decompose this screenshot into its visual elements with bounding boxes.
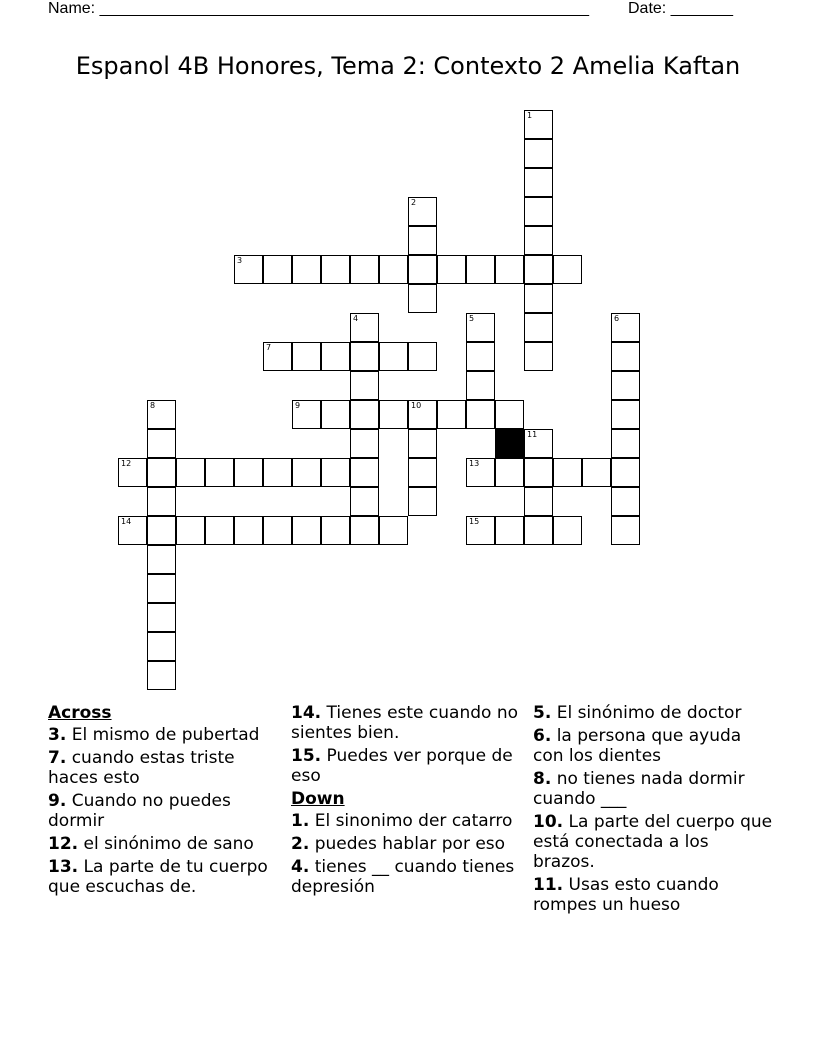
grid-cell[interactable] (147, 429, 176, 458)
grid-cell[interactable] (350, 458, 379, 487)
grid-cell[interactable] (350, 516, 379, 545)
grid-cell[interactable] (611, 487, 640, 516)
clue-text: puedes hablar por eso (309, 834, 506, 854)
clue-number-label: 9. (48, 791, 67, 811)
clue-number: 13 (469, 459, 480, 468)
across-clue (48, 791, 284, 831)
grid-cell[interactable] (292, 458, 321, 487)
clue-number: 15 (469, 517, 480, 526)
across-clue (291, 703, 527, 743)
grid-cell[interactable] (292, 255, 321, 284)
clue-number: 14 (121, 517, 132, 526)
page-title: Espanol 4B Honores, Tema 2: Contexto 2 Amelia Kaftan (75, 52, 741, 80)
clue-number-label: 12. (48, 834, 79, 854)
grid-cell[interactable] (553, 516, 582, 545)
grid-cell[interactable] (524, 226, 553, 255)
clue-number-label: 15. (291, 746, 322, 766)
clue-text: El sinónimo de doctor (551, 703, 742, 723)
clue-column-3 (533, 703, 773, 918)
grid-cell[interactable] (611, 371, 640, 400)
grid-cell[interactable] (147, 661, 176, 690)
clue-number-label: 6. (533, 726, 552, 746)
grid-cell[interactable] (611, 516, 640, 545)
clue-number-label: 2. (291, 834, 310, 854)
grid-cell[interactable] (524, 516, 553, 545)
grid-cell[interactable] (495, 458, 524, 487)
grid-cell[interactable] (147, 487, 176, 516)
grid-cell[interactable] (466, 342, 495, 371)
clue-text: no tienes nada dormir cuando ___ (533, 769, 745, 809)
grid-cell[interactable] (524, 487, 553, 516)
clue-number-label: 10. (533, 812, 564, 832)
clue-number: 2 (411, 198, 417, 207)
date-field[interactable]: _______ (670, 0, 733, 17)
grid-cell[interactable] (408, 429, 437, 458)
grid-cell[interactable] (350, 342, 379, 371)
down-clue (291, 811, 527, 831)
grid-cell[interactable] (379, 255, 408, 284)
grid-cell[interactable] (118, 516, 147, 545)
clue-number: 8 (150, 401, 156, 410)
grid-cell[interactable] (466, 371, 495, 400)
grid-cell[interactable] (321, 400, 350, 429)
clue-text: La parte de tu cuerpo que escuchas de. (48, 857, 268, 897)
grid-cell[interactable] (437, 255, 466, 284)
clue-number: 3 (237, 256, 243, 265)
down-clue (533, 769, 773, 809)
across-clue (291, 746, 527, 786)
clue-text: la persona que ayuda con los dientes (533, 726, 742, 766)
grid-cell[interactable] (466, 458, 495, 487)
clue-text: tienes __ cuando tienes depresión (291, 857, 515, 897)
across-clue-list (48, 725, 284, 897)
clue-number-label: 3. (48, 725, 67, 745)
grid-cell[interactable] (205, 458, 234, 487)
grid-cell[interactable] (118, 458, 147, 487)
clue-text: el sinónimo de sano (78, 834, 254, 854)
grid-cell[interactable] (321, 458, 350, 487)
grid-cell[interactable] (582, 458, 611, 487)
grid-cell[interactable] (611, 458, 640, 487)
grid-cell[interactable] (147, 400, 176, 429)
across-clue-list-continued (291, 703, 527, 786)
grid-cell[interactable] (611, 400, 640, 429)
clue-text: Puedes ver porque de eso (291, 746, 513, 786)
clue-number: 7 (266, 343, 272, 352)
down-clue (291, 834, 527, 854)
grid-cell[interactable] (524, 255, 553, 284)
clue-text: La parte del cuerpo que está conectada a los brazos. (533, 812, 773, 872)
grid-cell[interactable] (408, 284, 437, 313)
down-clue-list-continued (533, 703, 773, 915)
clue-number-label: 4. (291, 857, 310, 877)
clue-number-label: 5. (533, 703, 552, 723)
grid-cell[interactable] (466, 255, 495, 284)
grid-cell[interactable] (524, 313, 553, 342)
grid-black-cell (495, 429, 524, 458)
name-field[interactable]: _______________________________________________________ (99, 0, 589, 17)
grid-cell[interactable] (292, 400, 321, 429)
grid-cell[interactable] (379, 342, 408, 371)
grid-cell[interactable] (466, 400, 495, 429)
grid-cell[interactable] (495, 255, 524, 284)
grid-cell[interactable] (350, 255, 379, 284)
clue-number-label: 1. (291, 811, 310, 831)
grid-cell[interactable] (263, 342, 292, 371)
date-label: Date: (628, 0, 667, 17)
grid-cell[interactable] (350, 429, 379, 458)
grid-cell[interactable] (524, 168, 553, 197)
down-clue (533, 875, 773, 915)
grid-cell[interactable] (263, 255, 292, 284)
grid-cell[interactable] (350, 313, 379, 342)
grid-cell[interactable] (408, 197, 437, 226)
grid-cell[interactable] (408, 255, 437, 284)
clue-number: 1 (527, 111, 533, 120)
clue-text: Tienes este cuando no sientes bien. (291, 703, 518, 743)
clue-number-label: 11. (533, 875, 564, 895)
grid-cell[interactable] (408, 400, 437, 429)
grid-cell[interactable] (147, 458, 176, 487)
grid-cell[interactable] (524, 284, 553, 313)
grid-cell[interactable] (611, 313, 640, 342)
name-label: Name: (48, 0, 96, 17)
clue-text: El mismo de pubertad (66, 725, 260, 745)
grid-cell[interactable] (408, 226, 437, 255)
grid-cell[interactable] (350, 400, 379, 429)
grid-cell[interactable] (553, 255, 582, 284)
grid-cell[interactable] (495, 516, 524, 545)
grid-cell[interactable] (379, 400, 408, 429)
grid-cell[interactable] (147, 516, 176, 545)
clue-number: 11 (527, 430, 538, 439)
grid-cell[interactable] (466, 516, 495, 545)
grid-cell[interactable] (350, 487, 379, 516)
clue-number: 5 (469, 314, 475, 323)
grid-cell[interactable] (379, 516, 408, 545)
clue-text: El sinonimo der catarro (309, 811, 513, 831)
grid-cell[interactable] (234, 516, 263, 545)
grid-cell[interactable] (495, 400, 524, 429)
grid-cell[interactable] (524, 458, 553, 487)
clue-text: cuando estas triste haces esto (48, 748, 235, 788)
grid-cell[interactable] (292, 516, 321, 545)
grid-cell[interactable] (466, 313, 495, 342)
grid-cell[interactable] (437, 400, 466, 429)
grid-cell[interactable] (553, 458, 582, 487)
grid-cell[interactable] (611, 342, 640, 371)
grid-cell[interactable] (205, 516, 234, 545)
grid-cell[interactable] (263, 458, 292, 487)
across-clue (48, 857, 284, 897)
grid-cell[interactable] (524, 110, 553, 139)
down-clue (291, 857, 527, 897)
clue-number-label: 7. (48, 748, 67, 768)
grid-cell[interactable] (524, 342, 553, 371)
grid-cell[interactable] (234, 458, 263, 487)
across-heading: Across (48, 703, 112, 723)
grid-cell[interactable] (176, 458, 205, 487)
clue-text: Usas esto cuando rompes un hueso (533, 875, 719, 915)
clue-text: Cuando no puedes dormir (48, 791, 231, 831)
grid-cell[interactable] (321, 255, 350, 284)
grid-cell[interactable] (147, 603, 176, 632)
down-clue (533, 812, 773, 872)
grid-cell[interactable] (176, 516, 205, 545)
grid-cell[interactable] (350, 371, 379, 400)
clue-column-1 (48, 703, 284, 900)
down-clue (533, 703, 773, 723)
grid-cell[interactable] (263, 516, 292, 545)
across-clue (48, 834, 284, 854)
grid-cell[interactable] (321, 342, 350, 371)
clue-number-label: 8. (533, 769, 552, 789)
grid-cell[interactable] (524, 139, 553, 168)
grid-cell[interactable] (524, 429, 553, 458)
clue-number-label: 14. (291, 703, 322, 723)
grid-cell[interactable] (524, 197, 553, 226)
grid-cell[interactable] (408, 458, 437, 487)
across-clue (48, 725, 284, 745)
clue-number: 6 (614, 314, 620, 323)
down-clue-list (291, 811, 527, 897)
clue-number: 10 (411, 401, 422, 410)
grid-cell[interactable] (292, 342, 321, 371)
clue-number: 9 (295, 401, 301, 410)
grid-cell[interactable] (147, 574, 176, 603)
clue-number: 12 (121, 459, 132, 468)
grid-cell[interactable] (321, 516, 350, 545)
down-heading: Down (291, 789, 345, 809)
down-clue (533, 726, 773, 766)
grid-cell[interactable] (408, 342, 437, 371)
grid-cell[interactable] (408, 487, 437, 516)
grid-cell[interactable] (234, 255, 263, 284)
grid-cell[interactable] (147, 545, 176, 574)
clue-number-label: 13. (48, 857, 79, 877)
across-clue (48, 748, 284, 788)
grid-cell[interactable] (611, 429, 640, 458)
clue-number: 4 (353, 314, 359, 323)
clue-column-2 (291, 703, 527, 900)
grid-cell[interactable] (147, 632, 176, 661)
